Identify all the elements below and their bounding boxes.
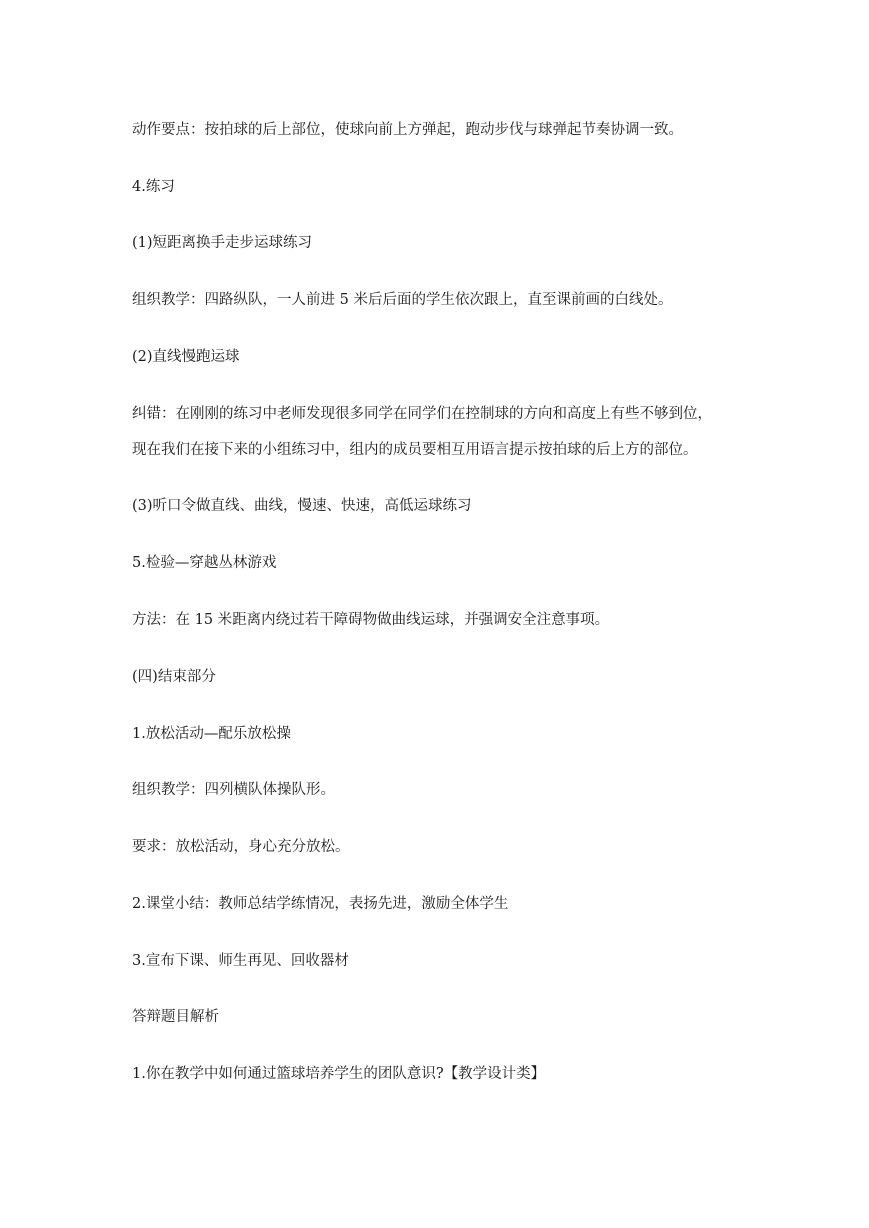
- heading-relaxation: 1.放松活动—配乐放松操: [132, 726, 291, 742]
- section-heading-ending: (四)结束部分: [132, 669, 216, 685]
- paragraph-organization-1: 组织教学：四路纵队，一人前进 5 米后后面的学生依次跟上，直至课前画的白线处。: [132, 292, 673, 308]
- paragraph-summary: 2.课堂小结：教师总结学练情况，表扬先进，激励全体学生: [132, 896, 509, 912]
- paragraph-key-points: 动作要点：按拍球的后上部位，使球向前上方弹起，跑动步伐与球弹起节奏协调一致。: [132, 122, 683, 138]
- paragraph-requirement: 要求：放松活动，身心充分放松。: [132, 839, 350, 855]
- question-1: 1.你在教学中如何通过篮球培养学生的团队意识?【教学设计类】: [132, 1066, 546, 1082]
- paragraph-dismissal: 3.宣布下课、师生再见、回收器材: [132, 953, 349, 969]
- subheading-practice-1: (1)短距离换手走步运球练习: [132, 235, 313, 251]
- paragraph-method: 方法：在 15 米距离内绕过若干障碍物做曲线运球，并强调安全注意事项。: [132, 612, 610, 628]
- heading-test-game: 5.检验—穿越丛林游戏: [132, 555, 277, 571]
- paragraph-correction-line-1: 纠错：在刚刚的练习中老师发现很多同学在同学们在控制球的方向和高度上有些不够到位，: [132, 406, 712, 422]
- paragraph-organization-2: 组织教学：四列横队体操队形。: [132, 782, 335, 798]
- subheading-practice-3: (3)听口令做直线、曲线，慢速、快速，高低运球练习: [132, 498, 472, 514]
- heading-defense-analysis: 答辩题目解析: [132, 1009, 219, 1025]
- paragraph-correction-line-2: 现在我们在接下来的小组练习中，组内的成员要相互用语言提示按拍球的后上方的部位。: [132, 442, 698, 458]
- heading-practice: 4.练习: [132, 179, 175, 195]
- subheading-practice-2: (2)直线慢跑运球: [132, 349, 240, 365]
